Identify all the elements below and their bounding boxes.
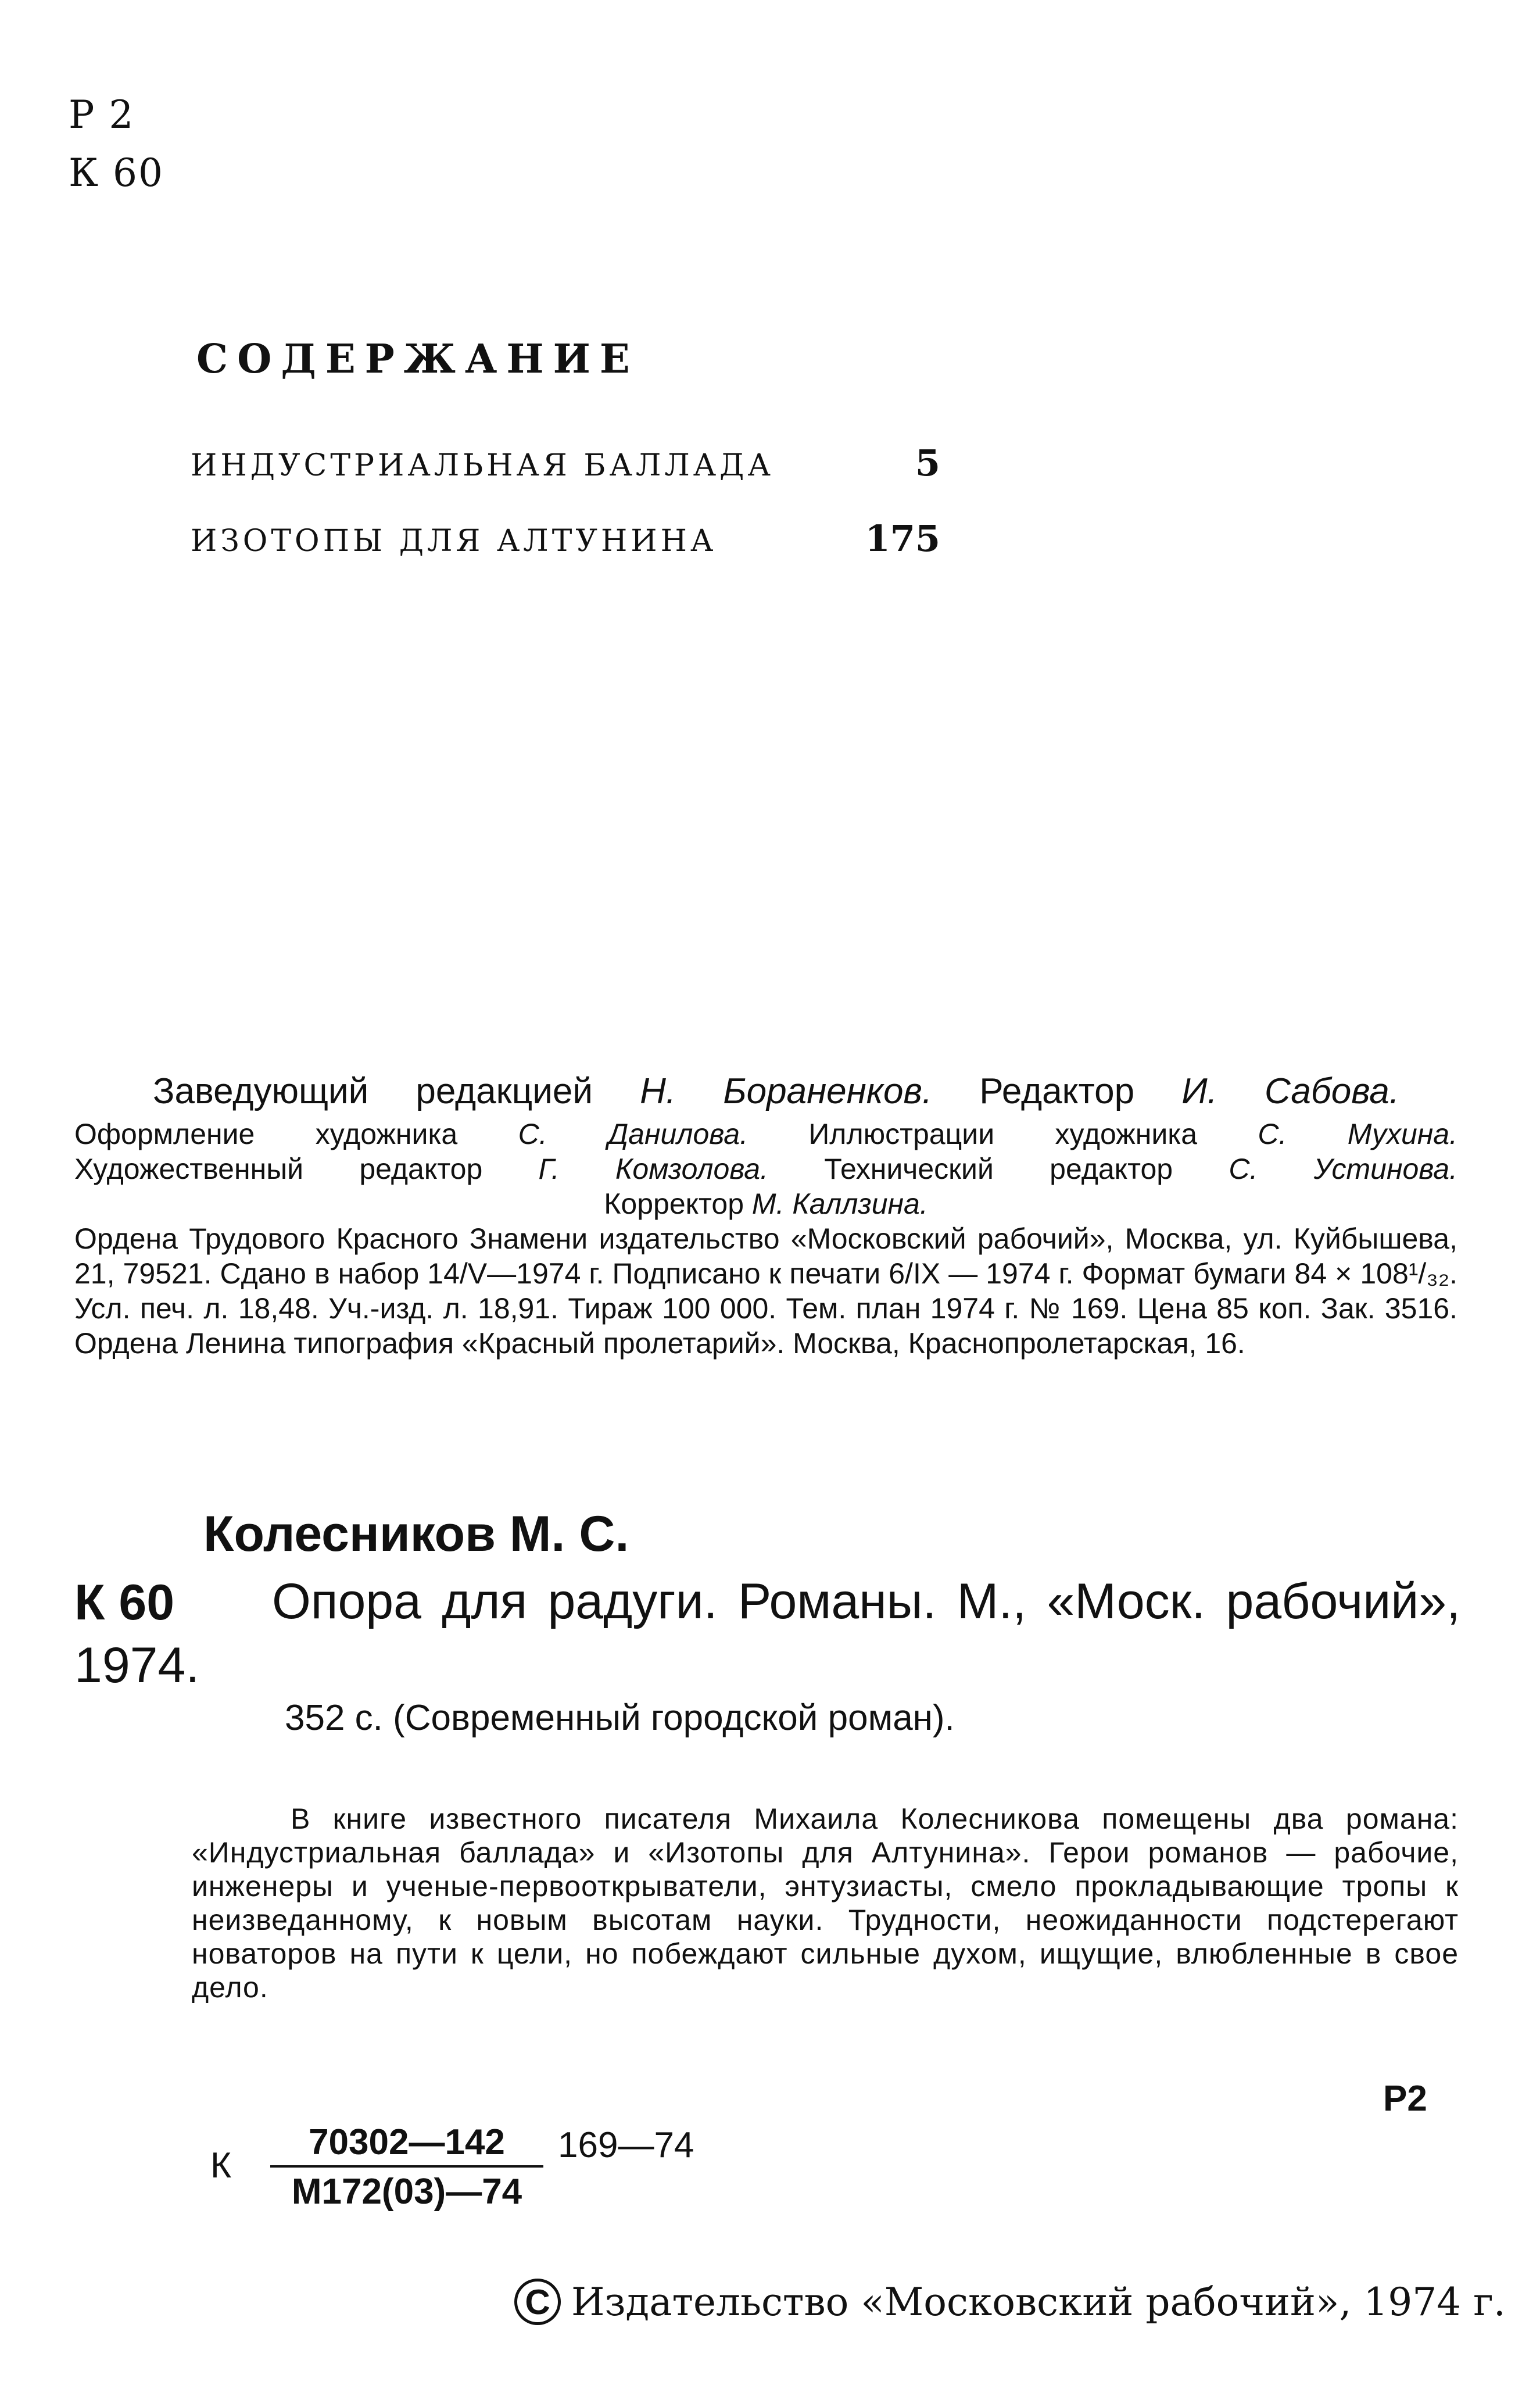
contents-item-title: ИЗОТОПЫ ДЛЯ АЛТУНИНА [191, 524, 717, 559]
classification-code-1: Р 2 [69, 92, 135, 137]
catalog-class-code: Р2 [1383, 2079, 1427, 2119]
contents-heading: СОДЕРЖАНИЕ [196, 336, 639, 382]
copyright-line [514, 2279, 1506, 2325]
contents-item [191, 517, 940, 560]
imprint-block [74, 1067, 1457, 1361]
catalog-extent: 352 с. (Современный городской роман). [285, 1698, 955, 1738]
copyright-icon: C [514, 2279, 561, 2325]
contents-item [191, 442, 940, 484]
contents-item-page: 5 [915, 442, 940, 484]
catalog-index-numerator: 70302—142 [270, 2122, 543, 2168]
imprint-line-editors: Заведующий редакцией Н. Бораненков. Редактор И. Сабова. [153, 1071, 1399, 1111]
imprint-line-artists: Оформление художника С. Данилова. Иллюстрации художника С. Мухина. [74, 1118, 1458, 1150]
catalog-author: Колесников М. С. [203, 1506, 629, 1562]
catalog-index-denominator: М172(03)—74 [291, 2172, 522, 2212]
catalog-code: К 60 [74, 1575, 175, 1630]
catalog-index-letter: К [210, 2145, 232, 2186]
copyright-text: Издательство «Московский рабочий», 1974 г. [571, 2279, 1506, 2325]
contents-item-title: ИНДУСТРИАЛЬНАЯ БАЛЛАДА [191, 448, 774, 483]
catalog-annotation: В книге известного писателя Михаила Колесникова помещены два романа: «Индустриальная баллада» и «Изотопы для Алтунина». Герои романов — рабочие, инженеры и ученые-первооткрыватели, энтузиасты, смело прокладывающие тропы к неизведанному, к новым высотам науки. Трудности, неожиданности подстерегают новаторов на пути к цели, но побеждают сильные духом, ищущие, влюбленные в свое дело. [192, 1803, 1459, 2004]
imprint-line-technical: Художественный редактор Г. Комзолова. Технический редактор С. Устинова. [74, 1153, 1457, 1185]
contents-item-page: 175 [865, 517, 940, 560]
classification-code-2: К 60 [69, 151, 164, 195]
catalog-index-suffix: 169—74 [558, 2125, 694, 2165]
catalog-title: Опора для радуги. Романы. М., «Моск. рабочий», 1974. [74, 1574, 1460, 1693]
imprint-line-corrector: Корректор М. Каллзина. [604, 1188, 928, 1220]
imprint-publisher: Ордена Трудового Красного Знамени издательство «Московский рабочий», Москва, ул. Куйбышева, 21, 79521. Сдано в набор 14/V—1974 г. Подписано к печати 6/IX — 1974 г. Формат бумаги 84 × 108¹/₃₂. Усл. печ. л. 18,48. Уч.-изд. л. 18,91. Тираж 100 000. Тем. план 1974 г. № 169. Цена 85 коп. Зак. 3516. Ордена Ленина типография «Красный пролетарий». Москва, Краснопролетарская, 16. [74, 1222, 1457, 1360]
